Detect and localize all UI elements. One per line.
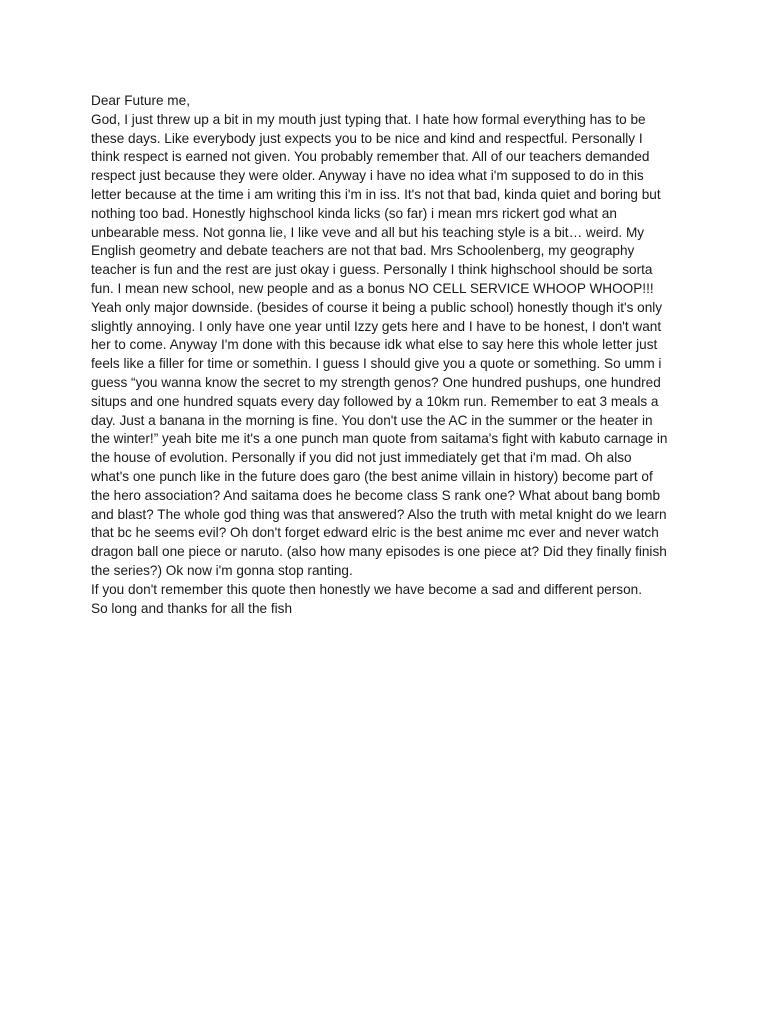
letter-greeting: Dear Future me,	[91, 93, 190, 108]
letter-line: nothing too bad. Honestly highschool kinda licks (so far) i mean mrs rickert god what an	[91, 205, 617, 221]
letter-line: unbearable mess. Not gonna lie, I like veve and all but his teaching style is a bit… weird. My	[91, 224, 645, 240]
letter-line: teacher is fun and the rest are just okay i guess. Personally I think highschool should be sorta	[91, 262, 653, 278]
letter-signoff: So long and thanks for all the fish	[91, 600, 293, 616]
letter-line: situps and one hundred squats every day followed by a 10km run. Remember to eat 3 meals a	[91, 393, 659, 409]
letter-text	[91, 92, 691, 618]
letter-line: what's one punch like in the future does garo (the best anime villain in history) become part of	[91, 468, 653, 484]
letter-line: the winter!” yeah bite me it's a one punch man quote from saitama's fight with kabuto carnage in	[91, 431, 668, 447]
letter-line: God, I just threw up a bit in my mouth just typing that. I hate how formal everything has to be	[91, 111, 646, 127]
letter-line: guess “you wanna know the secret to my strength genos? One hundred pushups, one hundred	[91, 374, 661, 390]
letter-line: respect just because they were older. Anyway i have no idea what i'm supposed to do in this	[91, 168, 644, 184]
letter-line: day. Just a banana in the morning is fine. You don't use the AC in the summer or the heater in	[91, 412, 653, 428]
letter-line: that bc he seems evil? Oh don't forget edward elric is the best anime mc ever and never watch	[91, 525, 659, 541]
letter-line: fun. I mean new school, new people and as a bonus NO CELL SERVICE WHOOP WHOOP!!!	[91, 280, 654, 296]
letter-line: the hero association? And saitama does he become class S rank one? What about bang bomb	[91, 487, 661, 503]
letter-line: English geometry and debate teachers are not that bad. Mrs Schoolenberg, my geography	[91, 243, 635, 259]
letter-line: the series?) Ok now i'm gonna stop ranting.	[91, 562, 353, 578]
letter-line: and blast? The whole god thing was that answered? Also the truth with metal knight do we learn	[91, 506, 667, 522]
letter-line: letter because at the time i am writing this i'm in iss. It's not that bad, kinda quiet and boring but	[91, 186, 661, 202]
letter-line: Yeah only major downside. (besides of course it being a public school) honestly though it's only	[91, 299, 663, 315]
letter-line: dragon ball one piece or naruto. (also how many episodes is one piece at? Did they finally finish	[91, 544, 667, 560]
letter-line: If you don't remember this quote then honestly we have become a sad and different person.	[91, 581, 642, 597]
letter-line: the house of evolution. Personally if you did not just immediately get that i'm mad. Oh also	[91, 450, 632, 466]
letter-line: these days. Like everybody just expects you to be nice and kind and respectful. Personally I	[91, 130, 643, 146]
letter-line: slightly annoying. I only have one year until Izzy gets here and I have to be honest, I don't want	[91, 318, 662, 334]
letter-line: her to come. Anyway I'm done with this because idk what else to say here this whole letter just	[91, 337, 658, 353]
letter-line: think respect is earned not given. You probably remember that. All of our teachers demanded	[91, 149, 650, 165]
letter-line: feels like a filler for time or somethin. I guess I should give you a quote or something. So umm i	[91, 356, 662, 372]
